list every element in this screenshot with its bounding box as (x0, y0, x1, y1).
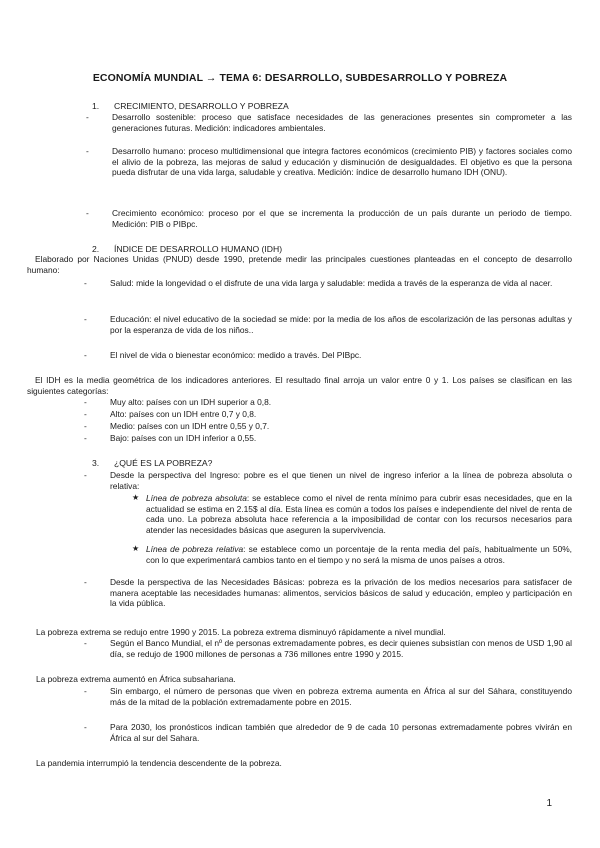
dash-bullet: - (84, 722, 87, 732)
list-item-text: Bajo: países con un IDH inferior a 0,55. (110, 433, 257, 443)
dash-bullet: - (84, 421, 87, 431)
list-item (84, 278, 572, 289)
paragraph: La pandemia interrumpió la tendencia descendente de la pobreza. (36, 758, 282, 768)
section-title: CRECIMIENTO, DESARROLLO Y POBREZA (114, 101, 289, 111)
star-icon: ★ (132, 544, 140, 553)
list-item (84, 470, 572, 491)
section-1-heading (92, 101, 289, 111)
dash-bullet: - (84, 314, 87, 324)
section-3-heading (92, 458, 212, 468)
list-item (84, 314, 572, 335)
list-item-text: Educación: el nivel educativo de la sociedad se mide: por la media de los años de escolarización de las personas adultas y por la esperanza de vida de los niños.. (110, 314, 572, 335)
dash-bullet: - (86, 208, 89, 218)
star-icon: ★ (132, 493, 140, 502)
dash-bullet: - (84, 686, 87, 696)
document-title: ECONOMÍA MUNDIAL → TEMA 6: DESARROLLO, SUBDESARROLLO Y POBREZA (92, 72, 508, 84)
star-item (132, 493, 572, 535)
dash-bullet: - (84, 470, 87, 480)
list-item-text: Desarrollo sostenible: proceso que satisface necesidades de las generaciones presentes sin comprometer a las generaciones futuras. Medición: indicadores ambientales. (112, 112, 572, 133)
list-item-text: Desde la perspectiva del Ingreso: pobre es el que tienen un nivel de ingreso inferior a la línea de pobreza absoluta o relativa: (110, 470, 572, 491)
list-item (84, 421, 550, 432)
section-number: 1. (92, 101, 100, 111)
list-item (84, 409, 550, 420)
list-item-text: Según el Banco Mundial, el nº de personas extremadamente pobres, es decir quienes subsistían con menos de USD 1,90 al día, se redujo de 1900 millones de personas a 736 millones entre 1990 y 2015. (110, 638, 572, 659)
page-number: 1 (546, 798, 552, 809)
list-item (86, 146, 572, 178)
star-item (132, 544, 572, 565)
dash-bullet: - (84, 577, 87, 587)
paragraph: El IDH es la media geométrica de los indicadores anteriores. El resultado final arroja un valor entre 0 y 1. Los países se clasifican en las siguientes categorías: (27, 375, 572, 396)
dash-bullet: - (84, 409, 87, 419)
list-item-text: Alto: países con un IDH entre 0,7 y 0,8. (110, 409, 257, 419)
term-label: Línea de pobreza relativa (146, 544, 244, 554)
dash-bullet: - (84, 278, 87, 288)
list-item (84, 397, 550, 408)
term-label: Línea de pobreza absoluta (146, 493, 247, 503)
list-item-text: Salud: mide la longevidad o el disfrute de una vida larga y saludable: medida a través de la esperanza de vida al nacer. (110, 278, 553, 288)
dash-bullet: - (84, 638, 87, 648)
dash-bullet: - (84, 397, 87, 407)
paragraph: La pobreza extrema aumentó en África subsahariana. (36, 674, 236, 684)
list-item-text: El nivel de vida o bienestar económico: medido a través. Del PIBpc. (110, 350, 362, 360)
paragraph: La pobreza extrema se redujo entre 1990 y 2015. La pobreza extrema disminuyó rápidamente a nivel mundial. (36, 627, 446, 637)
list-item-text: Sin embargo, el número de personas que viven en pobreza extrema aumenta en África al sur del Sáhara, constituyendo más de la mitad de la población extremadamente pobre en 2015. (110, 686, 572, 707)
paragraph: Elaborado por Naciones Unidas (PNUD) desde 1990, pretende medir las principales cuestiones planteadas en el concepto de desarrollo humano: (27, 254, 572, 275)
section-number: 3. (92, 458, 100, 468)
dash-bullet: - (84, 350, 87, 360)
list-item (84, 722, 572, 743)
list-item-text: Medio: países con un IDH entre 0,55 y 0,7. (110, 421, 270, 431)
list-item-text: Para 2030, los pronósticos indican también que alrededor de 9 de cada 10 personas extremadamente pobres vivirán en África al sur del Sahara. (110, 722, 572, 743)
list-item (86, 208, 572, 229)
section-number: 2. (92, 244, 100, 254)
list-item (84, 686, 572, 707)
term-definition: : se establece como un porcentaje de la renta media del país, habitualmente un 50%, con lo que experimentará cambios tanto en el tiempo y no será la misma de unos países a otros. (146, 544, 572, 565)
section-title: ÍNDICE DE DESARROLLO HUMANO (IDH) (114, 244, 283, 254)
list-item (84, 433, 550, 444)
list-item (86, 112, 572, 133)
section-title: ¿QUÉ ES LA POBREZA? (114, 458, 213, 468)
list-item-text: Desarrollo humano: proceso multidimensional que integra factores económicos (crecimiento PIB) y factores sociales como el alivio de la pobreza, las mejoras de salud y educación y disminución de desigualdades. El objetivo es que la persona pueda disfrutar de una vida larga, saludable y creativa. Medición: índice de desarrollo humano IDH (ONU). (112, 146, 572, 178)
list-item-text: Crecimiento económico: proceso por el que se incrementa la producción de un país durante un periodo de tiempo. Medición: PIB o PIBpc. (112, 208, 572, 229)
term-definition: : se establece como el nivel de renta mínimo para cubrir esas necesidades, que en la actualidad se estima en 2.15$ al día. Esta línea es común a todos los países e independiente del nivel de renta de cada uno. La pobreza absoluta hace referencia a la imposibilidad de contar con los recursos necesarios para atender las necesidades básicas que aseguren la supervivencia. (146, 493, 572, 535)
dash-bullet: - (86, 112, 89, 122)
section-2-heading (92, 244, 282, 254)
list-item (84, 577, 572, 609)
list-item-text: Desde la perspectiva de las Necesidades Básicas: pobreza es la privación de los medios necesarios para satisfacer de manera aceptable las necesidades humanas: alimentos, servicios básicos de salud y educación, empleo y participación en la vida pública. (110, 577, 572, 609)
dash-bullet: - (86, 146, 89, 156)
list-item (84, 638, 572, 659)
list-item-text: Muy alto: países con un IDH superior a 0,8. (110, 397, 272, 407)
list-item (84, 350, 572, 361)
dash-bullet: - (84, 433, 87, 443)
